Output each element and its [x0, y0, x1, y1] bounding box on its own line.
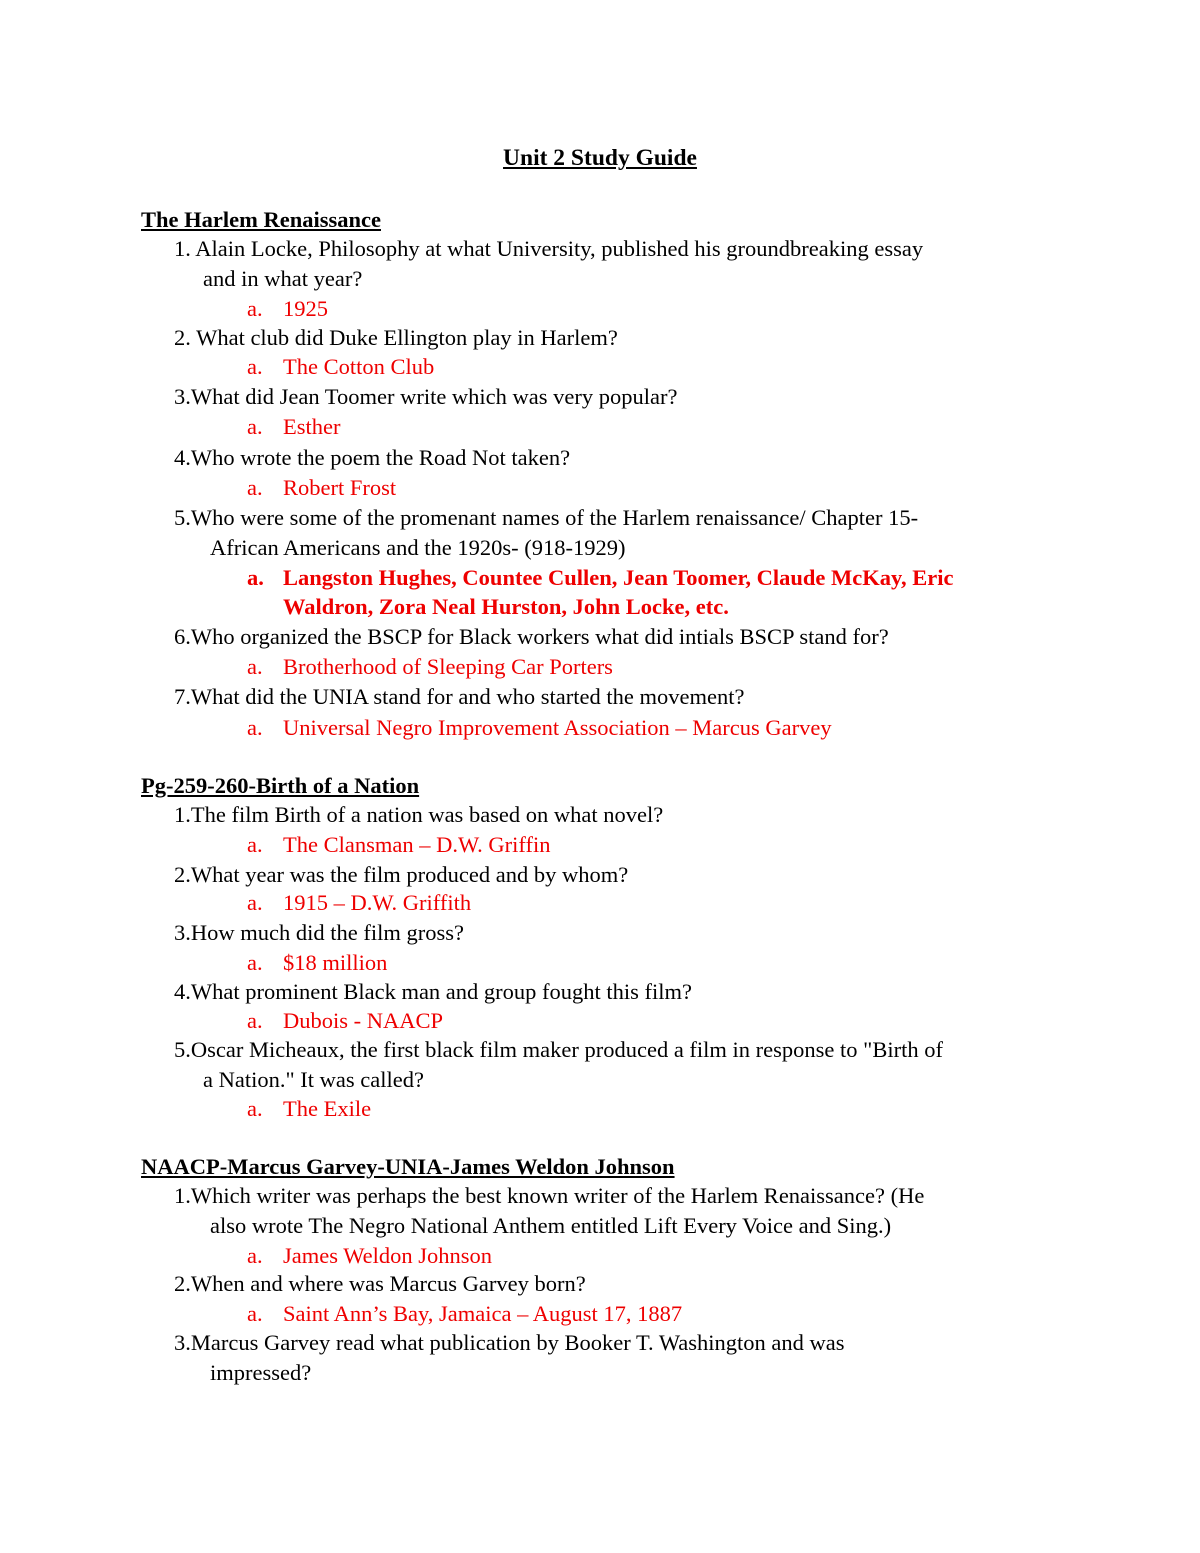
question-3-1 — [174, 1181, 924, 1241]
question-text-continued: also wrote The Negro National Anthem entitled Lift Every Voice and Sing.) — [210, 1213, 892, 1238]
question-2-4 — [174, 977, 692, 1007]
section-heading-harlem-renaissance: The Harlem Renaissance — [141, 207, 381, 232]
answer-text: 1925 — [283, 296, 328, 321]
question-1-3 — [174, 382, 677, 412]
question-number: 5. — [174, 505, 191, 530]
answer-2-3 — [247, 948, 387, 977]
question-number: 2. — [174, 325, 191, 350]
answer-letter: a. — [247, 890, 263, 915]
question-text: When and where was Marcus Garvey born? — [190, 1271, 586, 1296]
question-text-continued: a Nation." It was called? — [203, 1067, 424, 1092]
question-number: 6. — [174, 624, 191, 649]
answer-letter: a. — [247, 1301, 263, 1326]
answer-1-1 — [247, 294, 328, 323]
question-1-2 — [174, 323, 618, 353]
question-number: 3. — [174, 1330, 191, 1355]
answer-letter: a. — [247, 1096, 263, 1121]
answer-3-1 — [247, 1241, 492, 1270]
question-text: What prominent Black man and group fought this film? — [190, 979, 693, 1004]
question-text: How much did the film gross? — [190, 920, 464, 945]
answer-text: Esther — [283, 414, 341, 439]
answer-text: Robert Frost — [283, 475, 397, 500]
answer-letter: a. — [247, 950, 263, 975]
question-text: Who were some of the promenant names of the Harlem renaissance/ Chapter 15- — [190, 505, 919, 530]
question-2-1 — [174, 800, 663, 830]
question-2-3 — [174, 918, 464, 948]
answer-letter: a. — [247, 832, 263, 857]
question-number: 4. — [174, 979, 191, 1004]
question-number: 5. — [174, 1037, 191, 1062]
question-text: Marcus Garvey read what publication by Booker T. Washington and was — [190, 1330, 845, 1355]
question-text: What club did Duke Ellington play in Harlem? — [196, 325, 618, 350]
page-title — [0, 143, 1200, 173]
answer-2-5 — [247, 1094, 371, 1123]
question-2-2 — [174, 860, 628, 890]
question-text: Who organized the BSCP for Black workers what did intials BSCP stand for? — [190, 624, 889, 649]
answer-letter: a. — [247, 1008, 263, 1033]
question-text: The film Birth of a nation was based on what novel? — [190, 802, 664, 827]
answer-text: Saint Ann’s Bay, Jamaica – August 17, 1887 — [283, 1301, 683, 1326]
question-1-4 — [174, 443, 570, 473]
question-number: 4. — [174, 445, 191, 470]
answer-text: The Clansman – D.W. Griffin — [283, 832, 551, 857]
answer-letter: a. — [247, 296, 263, 321]
question-text: Which writer was perhaps the best known writer of the Harlem Renaissance? (He — [190, 1183, 925, 1208]
answer-text-continued: Waldron, Zora Neal Hurston, John Locke, etc. — [283, 594, 729, 619]
question-number: 2. — [174, 1271, 191, 1296]
answer-1-4 — [247, 473, 396, 502]
answer-text: James Weldon Johnson — [283, 1243, 493, 1268]
answer-letter: a. — [247, 654, 263, 679]
question-text-continued: impressed? — [210, 1360, 312, 1385]
question-number: 1. — [174, 1183, 191, 1208]
answer-text: $18 million — [283, 950, 388, 975]
answer-2-4 — [247, 1006, 443, 1035]
question-number: 1. — [174, 802, 191, 827]
answer-3-2 — [247, 1299, 682, 1328]
question-text-continued: African Americans and the 1920s- (918-1929) — [210, 535, 626, 560]
answer-1-6 — [247, 652, 613, 681]
question-text-continued: and in what year? — [203, 266, 363, 291]
question-number: 7. — [174, 684, 191, 709]
answer-text: 1915 – D.W. Griffith — [283, 890, 472, 915]
answer-letter: a. — [247, 715, 263, 740]
question-2-5 — [174, 1035, 943, 1095]
answer-text: Dubois - NAACP — [283, 1008, 444, 1033]
question-number: 3. — [174, 384, 191, 409]
answer-1-5 — [247, 563, 953, 621]
answer-text: The Exile — [283, 1096, 372, 1121]
question-text: Oscar Micheaux, the first black film maker produced a film in response to "Birth of — [190, 1037, 943, 1062]
question-number: 1. — [174, 236, 191, 261]
answer-text: Brotherhood of Sleeping Car Porters — [283, 654, 613, 679]
question-1-1 — [174, 234, 923, 294]
section-heading-birth-of-a-nation: Pg-259-260-Birth of a Nation — [141, 773, 420, 798]
question-text: Who wrote the poem the Road Not taken? — [190, 445, 571, 470]
answer-letter: a. — [247, 1243, 263, 1268]
question-1-5 — [174, 503, 918, 563]
question-text: Alain Locke, Philosophy at what University, published his groundbreaking essay — [195, 236, 924, 261]
question-number: 2. — [174, 862, 191, 887]
question-1-7 — [174, 682, 744, 712]
question-1-6 — [174, 622, 889, 652]
section-heading-naacp-marcus-garvey: NAACP-Marcus Garvey-UNIA-James Weldon Johnson — [141, 1154, 675, 1179]
page-title-text: Unit 2 Study Guide — [503, 145, 697, 171]
answer-text: Langston Hughes, Countee Cullen, Jean Toomer, Claude McKay, Eric — [283, 565, 954, 590]
answer-letter: a. — [247, 354, 263, 379]
answer-2-1 — [247, 830, 550, 859]
answer-1-2 — [247, 352, 434, 381]
answer-1-7 — [247, 713, 832, 742]
answer-letter: a. — [247, 414, 263, 439]
answer-letter: a. — [247, 565, 264, 590]
answer-letter: a. — [247, 475, 263, 500]
answer-text: Universal Negro Improvement Association – Marcus Garvey — [283, 715, 832, 740]
question-text: What year was the film produced and by whom? — [190, 862, 629, 887]
question-number: 3. — [174, 920, 191, 945]
question-text: What did the UNIA stand for and who started the movement? — [190, 684, 745, 709]
question-3-3 — [174, 1328, 845, 1388]
question-3-2 — [174, 1269, 586, 1299]
answer-2-2 — [247, 888, 471, 917]
answer-text: The Cotton Club — [283, 354, 435, 379]
question-text: What did Jean Toomer write which was very popular? — [190, 384, 678, 409]
answer-1-3 — [247, 412, 340, 441]
